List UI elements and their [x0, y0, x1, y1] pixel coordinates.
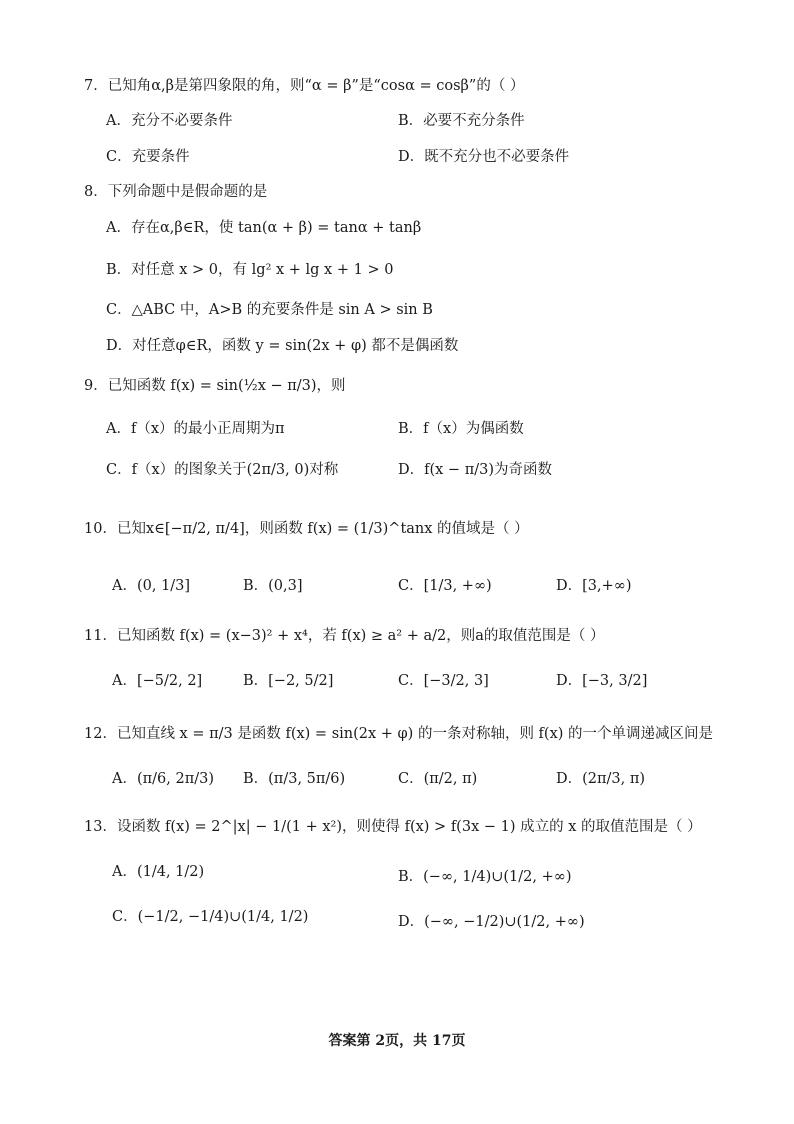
q8-stem: 8．下列命题中是假命题的是	[84, 184, 268, 200]
q10-option-d: D．[3,+∞)	[556, 578, 632, 594]
q13-option-a: A．(1/4, 1/2)	[112, 864, 205, 880]
q10-option-a: A．(0, 1/3]	[112, 578, 191, 594]
q7-option-a: A．充分不必要条件	[106, 113, 233, 129]
q10-option-b: B．(0,3]	[243, 578, 303, 594]
q8-option-c: C．△ABC 中，A>B 的充要条件是 sin A > sin B	[106, 302, 433, 318]
q7-stem: 7．已知角α,β是第四象限的角，则“α = β”是“cosα = cosβ”的（ ）	[84, 78, 525, 94]
q8-option-a: A．存在α,β∈R，使 tan(α + β) = tanα + tanβ	[106, 220, 422, 236]
q11-option-d: D．[−3, 3/2]	[556, 673, 648, 689]
q7-option-d: D．既不充分也不必要条件	[398, 149, 570, 165]
q13-option-c: C．(−1/2, −1/4)∪(1/4, 1/2)	[112, 909, 309, 925]
q8-option-b: B．对任意 x > 0，有 lg² x + lg x + 1 > 0	[106, 262, 394, 278]
q12-option-d: D．(2π/3, π)	[556, 771, 646, 787]
q9-option-c: C．f（x）的图象关于(2π/3, 0)对称	[106, 462, 339, 478]
q12-option-b: B．(π/3, 5π/6)	[243, 771, 346, 787]
q7-option-b: B．必要不充分条件	[398, 113, 525, 129]
q11-option-b: B．[−2, 5/2]	[243, 673, 334, 689]
q10-option-c: C．[1/3, +∞)	[398, 578, 492, 594]
q12-stem: 12．已知直线 x = π/3 是函数 f(x) = sin(2x + φ) 的一条对称轴，则 f(x) 的一个单调递减区间是	[84, 726, 714, 742]
q8-option-d: D．对任意φ∈R，函数 y = sin(2x + φ) 都不是偶函数	[106, 338, 459, 354]
q11-option-a: A．[−5/2, 2]	[112, 673, 203, 689]
q13-stem: 13．设函数 f(x) = 2^|x| − 1/(1 + x²)，则使得 f(x) > f(3x − 1) 成立的 x 的取值范围是（ ）	[84, 819, 702, 835]
q13-option-b: B．(−∞, 1/4)∪(1/2, +∞)	[398, 869, 572, 885]
q11-stem: 11．已知函数 f(x) = (x−3)² + x⁴，若 f(x) ≥ a² + a/2，则a的取值范围是（ ）	[84, 628, 605, 644]
q9-option-b: B．f（x）为偶函数	[398, 421, 524, 437]
q12-option-a: A．(π/6, 2π/3)	[112, 771, 215, 787]
q12-option-c: C．(π/2, π)	[398, 771, 478, 787]
q9-option-d: D．f(x − π/3)为奇函数	[398, 462, 552, 478]
q9-stem: 9．已知函数 f(x) = sin(½x − π/3)，则	[84, 378, 346, 394]
q13-option-d: D．(−∞, −1/2)∪(1/2, +∞)	[398, 914, 585, 930]
q7-option-c: C．充要条件	[106, 149, 190, 165]
page-footer: 答案第 2页，共 17页	[328, 1033, 466, 1049]
q11-option-c: C．[−3/2, 3]	[398, 673, 489, 689]
q10-stem: 10．已知x∈[−π/2, π/4]，则函数 f(x) = (1/3)^tanx 的值域是（ ）	[84, 521, 529, 537]
q9-option-a: A．f（x）的最小正周期为π	[106, 421, 285, 437]
